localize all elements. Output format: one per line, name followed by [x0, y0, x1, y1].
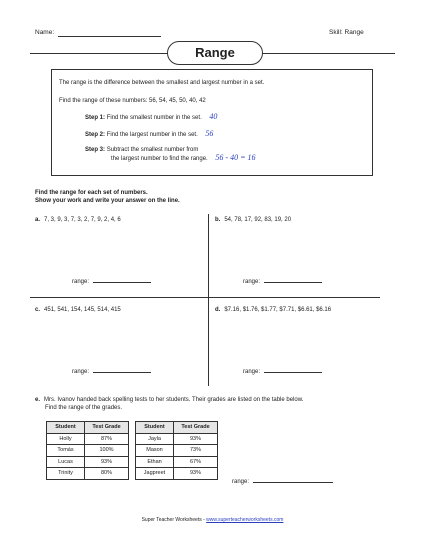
column-header-grade: Test Grade — [174, 422, 218, 434]
table-row — [136, 456, 218, 468]
step-2 — [85, 129, 213, 138]
grid-divider-vertical — [208, 214, 209, 386]
grade-cell: 67% — [174, 456, 218, 468]
table-row — [47, 445, 129, 457]
problem-a-range-label: range: — [72, 279, 90, 285]
problem-c-range — [72, 367, 151, 375]
problem-d — [215, 307, 331, 313]
table-row — [136, 433, 218, 445]
grade-cell: 87% — [85, 433, 129, 445]
step-2-text: Find the largest number in the set. — [106, 132, 198, 138]
student-cell: Holly — [47, 433, 85, 445]
step-2-answer: 56 — [205, 129, 214, 138]
problem-b-range-label: range: — [243, 279, 261, 285]
problem-a — [35, 217, 121, 223]
step-3 — [85, 146, 255, 163]
student-cell: Trinity — [47, 468, 85, 480]
page-title: Range — [167, 41, 263, 65]
grades-table-1 — [46, 421, 129, 480]
table-row — [47, 433, 129, 445]
grid-divider-horizontal — [30, 297, 380, 298]
problem-a-answer-line — [93, 277, 151, 283]
problem-e-answer-line — [253, 477, 333, 483]
step-1-answer: 40 — [209, 112, 218, 121]
problem-b-answer-line — [264, 277, 322, 283]
problem-c — [35, 307, 121, 313]
footer-text: Super Teacher Worksheets - — [141, 517, 207, 523]
grades-table-2 — [135, 421, 218, 480]
problem-b-letter: b. — [215, 217, 221, 223]
step-1-text: Find the smallest number in the set. — [106, 115, 202, 121]
name-label: Name: — [35, 29, 55, 36]
problem-c-numbers: 451, 541, 154, 145, 514, 415 — [44, 307, 121, 313]
student-cell: Lucas — [47, 456, 85, 468]
problem-e-text-line2: Find the range of the grades. — [45, 405, 123, 411]
problem-e — [35, 396, 385, 412]
problem-b-numbers: 54, 78, 17, 92, 83, 19, 20 — [224, 217, 292, 223]
student-cell: Tomás — [47, 445, 85, 457]
footer — [0, 517, 425, 523]
problem-e-letter: e. — [35, 397, 41, 403]
table-row — [136, 468, 218, 480]
problem-d-range — [243, 367, 322, 375]
grade-cell: 93% — [174, 468, 218, 480]
table-header-row — [47, 422, 129, 434]
title-rule-right — [262, 53, 395, 54]
problem-a-range — [72, 277, 151, 285]
problem-c-letter: c. — [35, 307, 41, 313]
definition-text: The range is the difference between the smallest and largest number in a set. — [59, 80, 265, 86]
skill-label: Skill: Range — [329, 29, 364, 36]
problem-a-numbers: 7, 3, 9, 3, 7, 3, 2, 7, 9, 2, 4, 6 — [44, 217, 121, 223]
problem-d-letter: d. — [215, 307, 221, 313]
problem-e-range-label: range: — [232, 479, 250, 485]
grade-cell: 80% — [85, 468, 129, 480]
column-header-grade: Test Grade — [85, 422, 129, 434]
problem-e-text-line1: Mrs. Ivanov handed back spelling tests to her students. Their grades are listed on the table below. — [44, 397, 304, 403]
column-header-student: Student — [47, 422, 85, 434]
table-row — [47, 456, 129, 468]
footer-link[interactable]: www.superteacherworksheets.com — [206, 517, 284, 523]
student-cell: Ethan — [136, 456, 174, 468]
title-rule-left — [30, 53, 168, 54]
instructions-line-1: Find the range for each set of numbers. — [35, 190, 148, 196]
table-header-row — [136, 422, 218, 434]
step-1-label: Step 1: — [85, 115, 106, 121]
problem-d-answer-line — [264, 367, 322, 373]
problem-b — [215, 217, 291, 223]
column-header-student: Student — [136, 422, 174, 434]
step-3-text-line1: Subtract the smallest number from — [106, 147, 199, 153]
step-2-label: Step 2: — [85, 132, 106, 138]
problem-b-range — [243, 277, 322, 285]
problem-c-answer-line — [93, 367, 151, 373]
example-prompt: Find the range of these numbers: 56, 54, 45, 50, 40, 42 — [59, 98, 206, 104]
grade-cell: 93% — [85, 456, 129, 468]
student-cell: Jagpreet — [136, 468, 174, 480]
step-3-text-line2: the largest number to find the range. — [111, 156, 208, 162]
student-cell: Jayla — [136, 433, 174, 445]
problem-a-letter: a. — [35, 217, 41, 223]
table-row — [136, 445, 218, 457]
instructions — [35, 189, 180, 205]
name-line — [58, 36, 161, 37]
instructions-line-2: Show your work and write your answer on the line. — [35, 198, 180, 204]
step-3-label: Step 3: — [85, 147, 106, 153]
problem-d-numbers: $7.16, $1.76, $1.77, $7.71, $6.61, $6.16 — [224, 307, 332, 313]
intro-box — [51, 69, 373, 176]
student-cell: Mason — [136, 445, 174, 457]
step-1 — [85, 112, 217, 121]
problem-d-range-label: range: — [243, 369, 261, 375]
grade-cell: 73% — [174, 445, 218, 457]
problem-e-range — [232, 477, 333, 485]
problem-c-range-label: range: — [72, 369, 90, 375]
grade-cell: 100% — [85, 445, 129, 457]
grade-cell: 93% — [174, 433, 218, 445]
table-row — [47, 468, 129, 480]
step-3-answer: 56 - 40 = 16 — [215, 153, 256, 162]
